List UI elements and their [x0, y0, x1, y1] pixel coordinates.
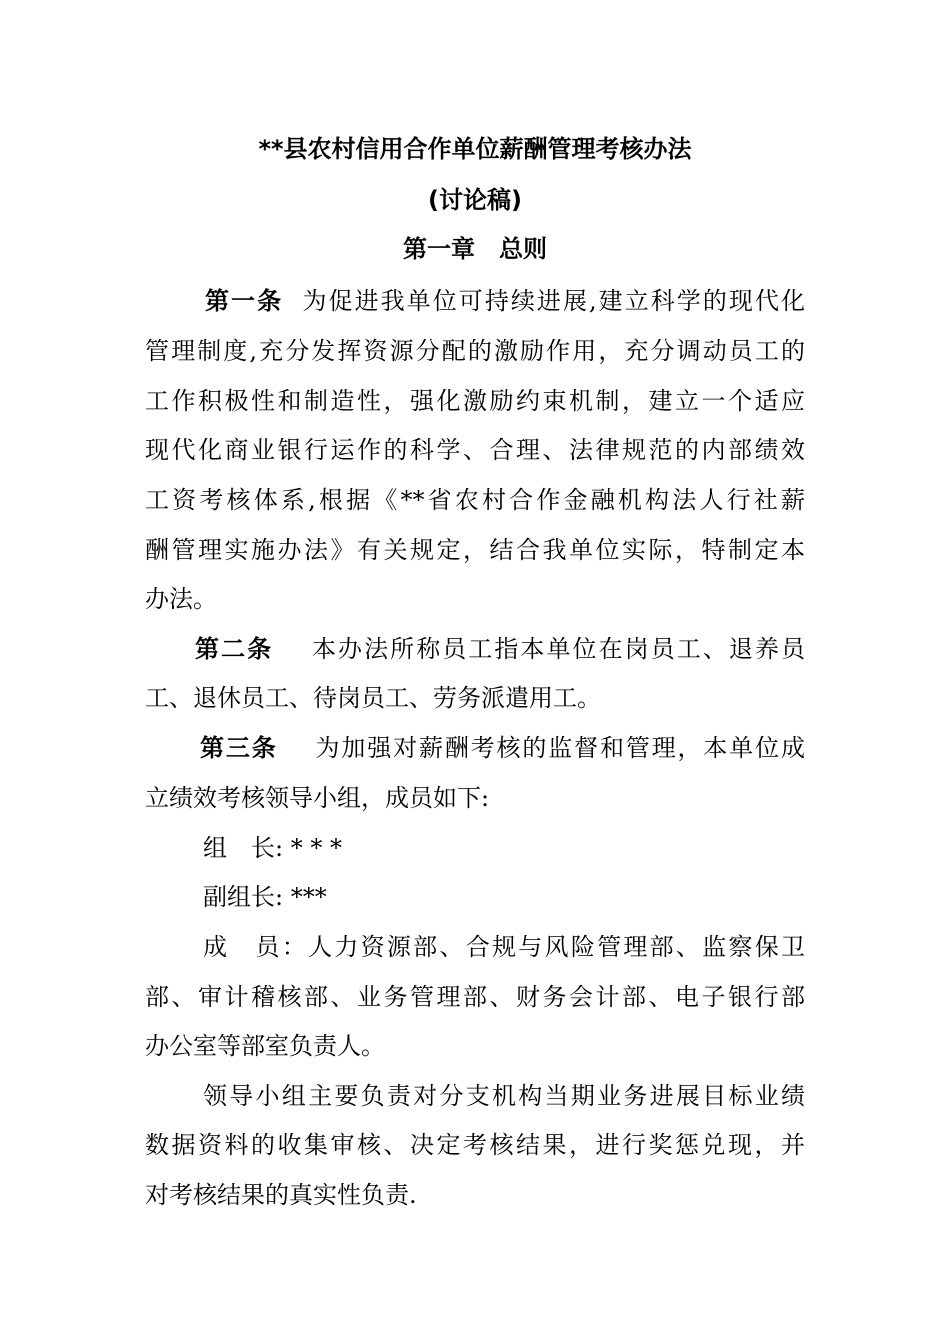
article3-line-2: 立绩效考核领导小组，成员如下:	[145, 784, 490, 812]
chapter-heading: 第一章 总则	[403, 235, 547, 263]
group-members-line-3: 办公室等部室负责人。	[145, 1032, 385, 1060]
article1-label: 第一条	[205, 287, 284, 315]
article1-line-2: 管理制度,充分发挥资源分配的激励作用，充分调动员工的	[145, 337, 805, 365]
article1-line-1	[205, 285, 805, 317]
article1-text-1: 为促进我单位可持续进展,建立科学的现代化	[302, 287, 805, 315]
article1-line-6: 酬管理实施办法》有关规定，结合我单位实际，特制定本	[145, 536, 805, 564]
article2-line-2: 工、退休员工、待岗员工、劳务派遣用工。	[145, 684, 601, 712]
document-title: **县农村信用合作单位薪酬管理考核办法	[258, 135, 692, 163]
article2-label: 第二条	[195, 635, 274, 663]
article3-label: 第三条	[200, 734, 278, 762]
group-leader: 组 长: * * *	[203, 834, 342, 862]
article2-text-1: 本办法所称员工指本单位在岗员工、退养员	[311, 635, 806, 663]
duties-line-1: 领导小组主要负责对分支机构当期业务进展目标业绩	[203, 1082, 805, 1110]
document-subtitle: (讨论稿)	[428, 186, 522, 214]
article2-line-1	[195, 633, 805, 665]
group-deputy: 副组长: ***	[203, 883, 327, 911]
duties-line-3: 对考核结果的真实性负责.	[145, 1181, 417, 1209]
article1-line-3: 工作积极性和制造性，强化激励约束机制，建立一个适应	[145, 387, 805, 415]
duties-line-2: 数据资料的收集审核、决定考核结果，进行奖惩兑现，并	[145, 1131, 805, 1159]
article1-line-7: 办法。	[145, 585, 217, 613]
article1-line-5: 工资考核体系,根据《**省农村合作金融机构法人行社薪	[145, 486, 805, 514]
article3-line-1	[200, 732, 805, 764]
article1-line-4: 现代化商业银行运作的科学、合理、法律规范的内部绩效	[145, 436, 805, 464]
group-members-line-2: 部、审计稽核部、业务管理部、财务会计部、电子银行部	[145, 983, 805, 1011]
article3-text-1: 为加强对薪酬考核的监督和管理，本单位成	[315, 734, 805, 762]
group-members-line-1: 成 员：人力资源部、合规与风险管理部、监察保卫	[203, 933, 805, 961]
